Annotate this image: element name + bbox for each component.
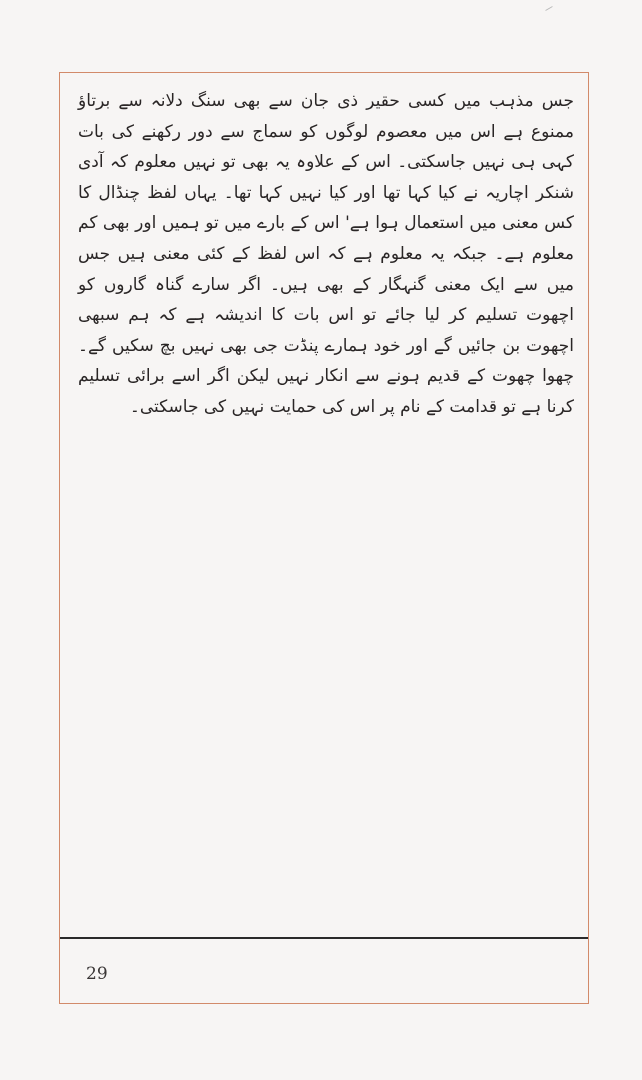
footer-rule (60, 937, 588, 939)
scan-speck (545, 6, 552, 11)
body-paragraph: جس مذہب میں کسی حقیر ذی جان سے بھی سنگ دلانہ سے برتاؤ ممنوع ہے اس میں معصوم لوگوں کو سماج سے دور رکھنے کی بات کہی ہی نہیں جاسکتی۔ اس کے علاوہ یہ بھی تو نہیں معلوم کہ آدی شنکر اچاریہ نے کیا کہا تھا اور کیا نہیں کہا تھا۔ یہاں لفظ چنڈال کا کس معنی میں استعمال ہوا ہے' اس کے بارے میں تو ہمیں اور بھی کم معلوم ہے۔ جبکہ یہ معلوم ہے کہ اس لفظ کے کئی معنی ہیں جس میں سے ایک معنی گنہگار کے بھی ہیں۔ اگر سارے گناہ گاروں کو اچھوت تسلیم کر لیا جائے تو اس بات کا اندیشہ ہے کہ ہم سبھی اچھوت بن جائیں گے اور خود ہمارے پنڈت جی بھی نہیں بچ سکیں گے۔ چھوا چھوت کے قدیم ہونے سے انکار نہیں لیکن اگر اسے برائی تسلیم کرنا ہے تو قدامت کے نام پر اس کی حمایت نہیں کی جاسکتی۔ (78, 91, 574, 417)
page-number: 29 (86, 964, 108, 984)
